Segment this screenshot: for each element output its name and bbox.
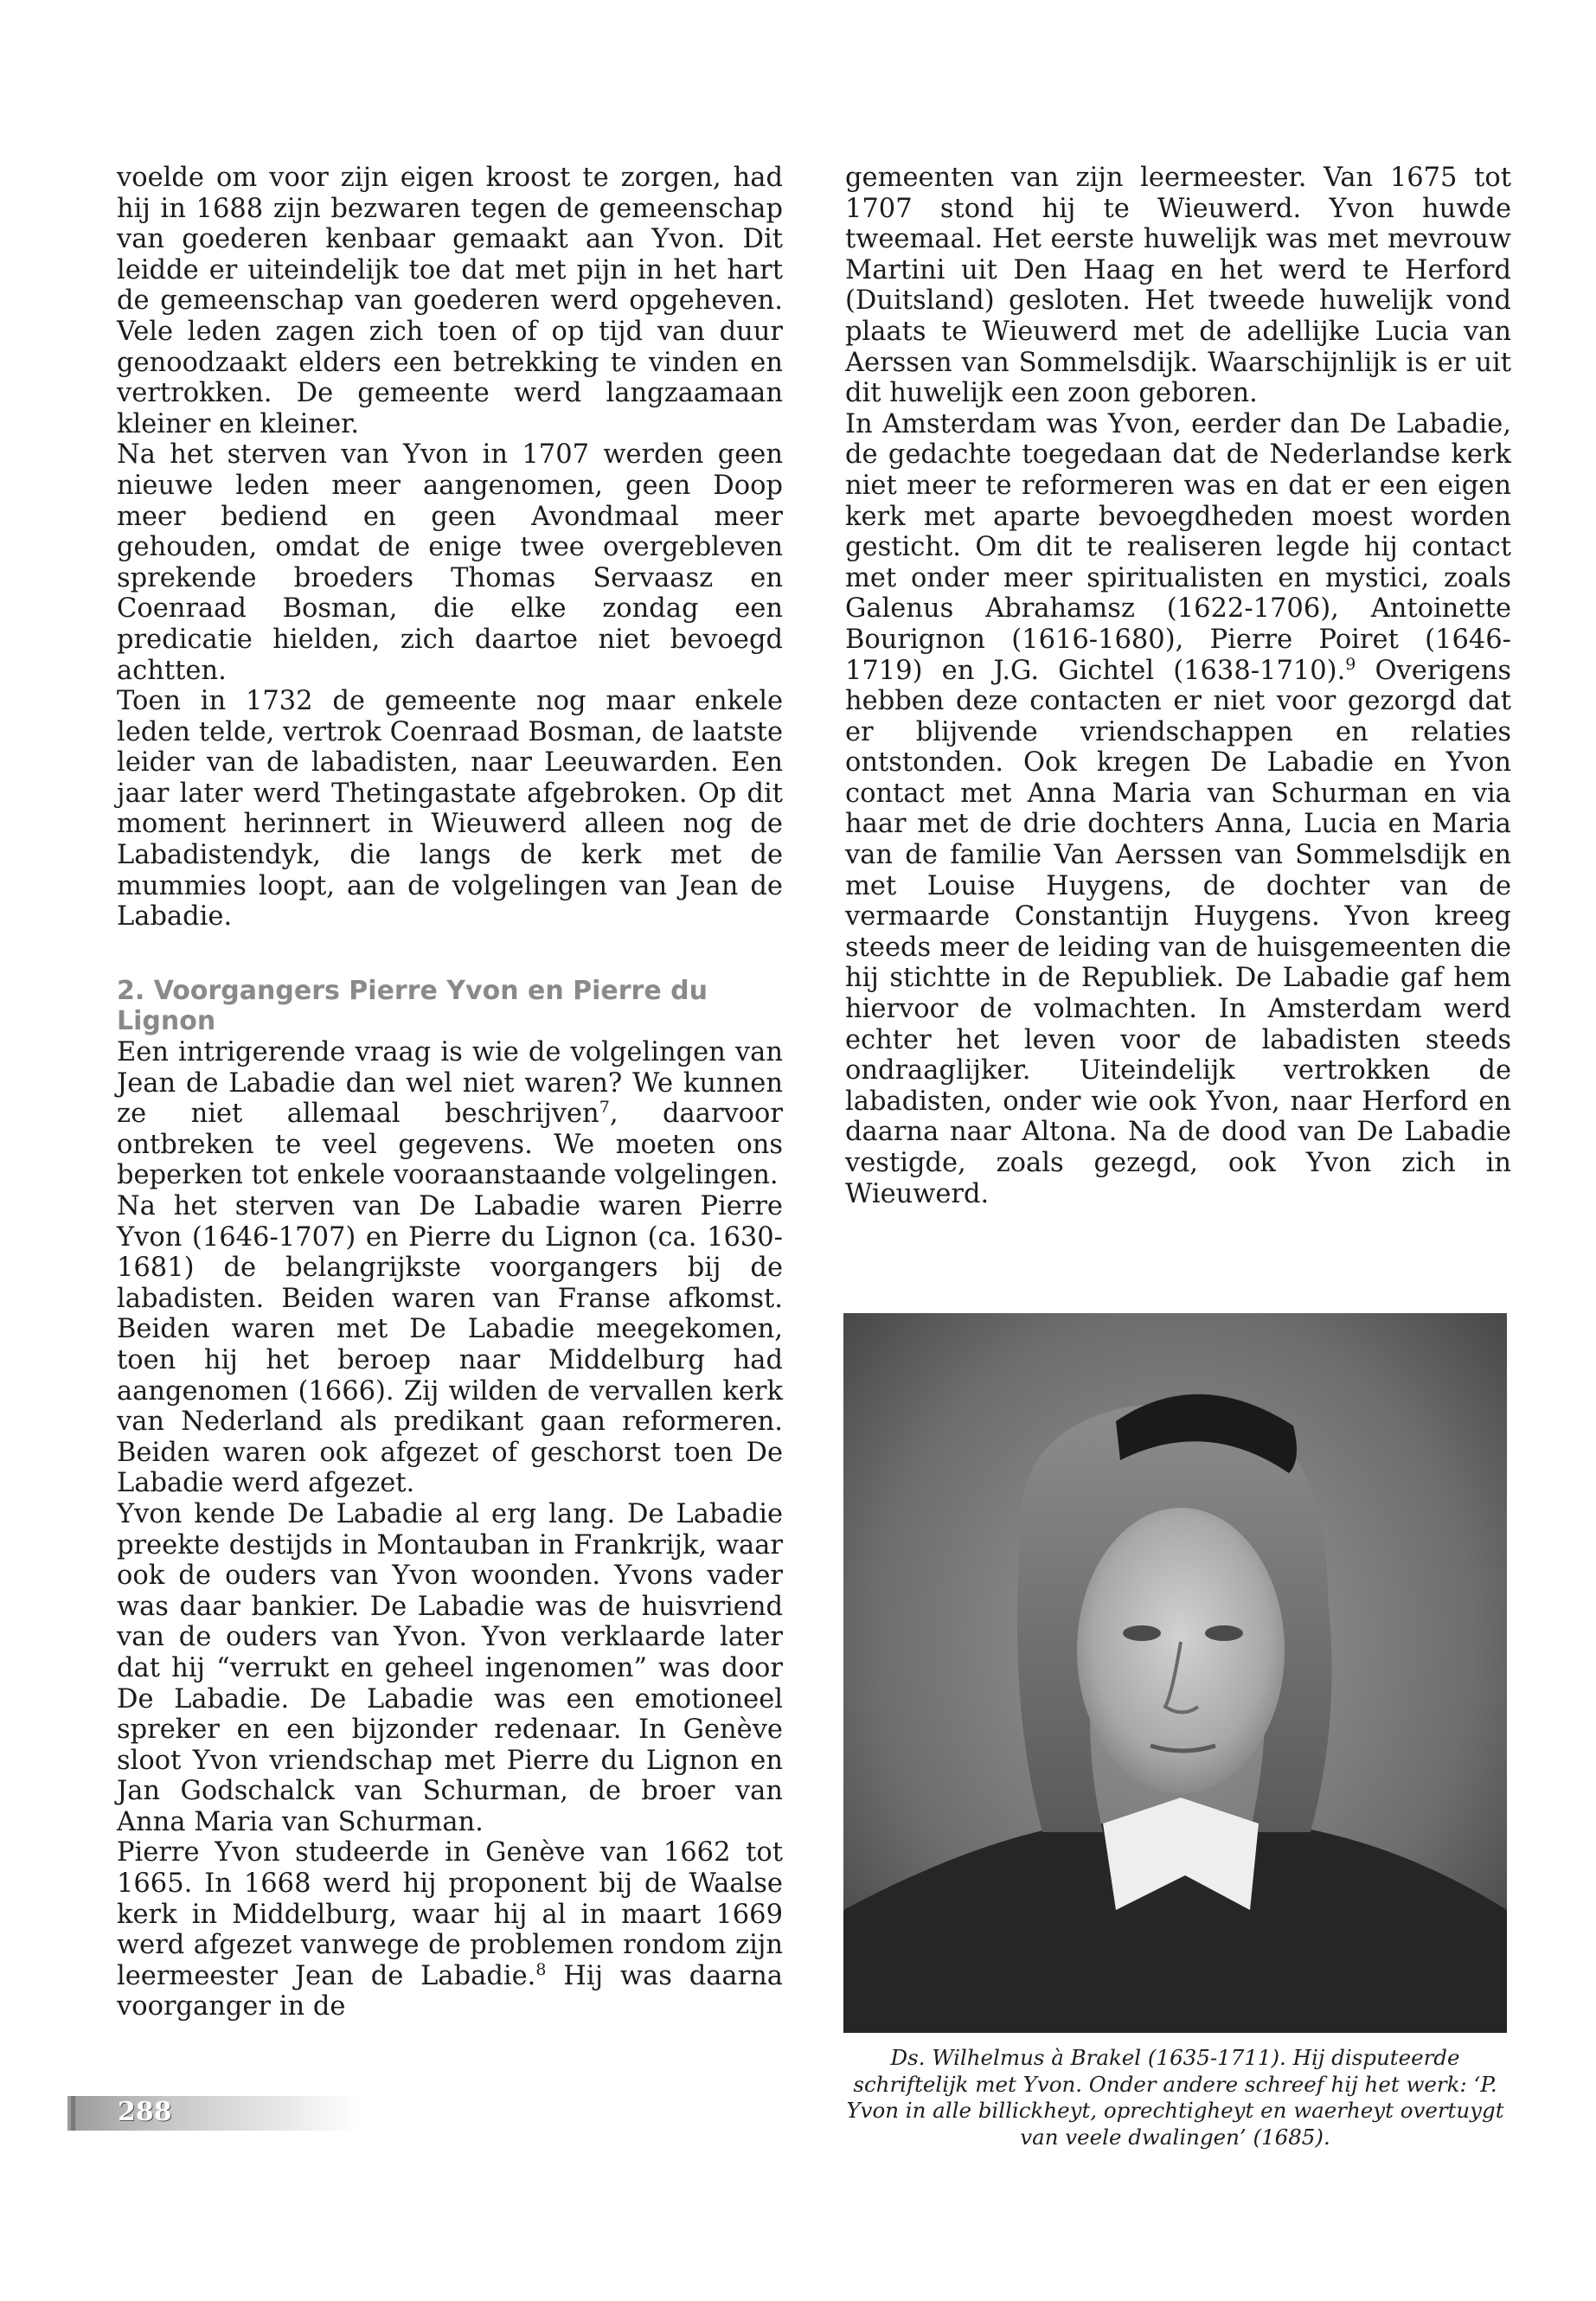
page-number: 288 bbox=[118, 2097, 172, 2127]
paragraph bbox=[117, 1037, 783, 1191]
text-run: , daarvoor ontbreken te veel gegevens. We moeten ons beperken tot enkele vooraanstaande volgelingen. bbox=[117, 1099, 783, 1191]
portrait-image bbox=[843, 1313, 1507, 2033]
footnote-ref: 7 bbox=[599, 1098, 610, 1118]
paragraph: Yvon kende De Labadie al erg lang. De Labadie preekte destijds in Montauban in Frankrijk, waar ook de ouders van Yvon woonden. Yvons vader was daar bankier. De Labadie was de huisvriend van de ouders van Yvon. Yvon verklaarde later dat hij “verrukt en geheel ingenomen” was door De Labadie. De Labadie was een emotioneel spreker en een bijzonder redenaar. In Genève sloot Yvon vriendschap met Pierre du Lignon en Jan Godschalck van Schurman, de broer van Anna Maria van Schurman. bbox=[117, 1498, 783, 1837]
paragraph bbox=[117, 1837, 783, 2022]
footnote-ref: 9 bbox=[1345, 654, 1356, 674]
paragraph: voelde om voor zijn eigen kroost te zorgen, had hij in 1688 zijn bezwaren tegen de gemeenschap van goederen kenbaar gemaakt aan Yvon. Dit leidde er uiteindelijk toe dat met pijn in het hart de gemeenschap van goederen werd opgeheven. Vele leden zagen zich toen of op tijd van duur genoodzaakt elders een betrekking te vinden en vertrokken. De gemeente werd langzaamaan kleiner en kleiner. bbox=[117, 163, 783, 439]
text-run: Een intrigerende vraag is wie de volgelingen van Jean de Labadie dan wel niet waren? We kunnen ze niet allemaal beschrijven bbox=[117, 1037, 783, 1130]
section-heading: 2. Voorgangers Pierre Yvon en Pierre du Lignon bbox=[117, 975, 708, 1037]
text-run: Hij was daarna voorganger in de bbox=[117, 1960, 783, 2022]
portrait-eye-left bbox=[1123, 1625, 1161, 1641]
paragraph: Na het sterven van Yvon in 1707 werden geen nieuwe leden meer aangenomen, geen Doop meer bediend en geen Avondmaal meer gehouden, omdat de enige twee overgebleven sprekende broeders Thomas Servaasz en Coenraad Bosman, die elke zondag een predicatie hielden, zich daartoe niet bevoegd achtten. bbox=[117, 439, 783, 686]
text-run: Overigens hebben deze contacten er niet voor gezorgd dat er blijvende vriendschappen en relaties ontstonden. Ook kregen De Labadie en Yvon contact met Anna Maria van Schurman en via haar met de drie dochters Anna, Lucia en Maria van de familie Van Aerssen van Sommelsdijk en met Louise Huygens, de dochter van de vermaarde Constantijn Huygens. Yvon kreeg steeds meer de leiding van de huisgemeenten die hij stichtte in de Republiek. De Labadie gaf hem hiervoor de volmachten. In Amsterdam werd echter het leven voor de labadisten steeds ondraaglijker. Uiteindelijk vertrokken de labadisten, onder wie ook Yvon, naar Herford en daarna naar Altona. Na de dood van De Labadie vestigde, zoals gezegd, ook Yvon zich in Wieuwerd. bbox=[845, 655, 1511, 1209]
paragraph bbox=[845, 409, 1511, 1209]
figure-caption: Ds. Wilhelmus à Brakel (1635-1711). Hij disputeerde schriftelijk met Yvon. Onder andere schreef hij het werk: ‘P. Yvon in alle billickheyt, oprechtigheyt en waerheyt overtuygt van veele dwalingen’ (1685). bbox=[846, 2045, 1504, 2150]
page-footer bbox=[67, 2096, 362, 2131]
left-column bbox=[117, 163, 783, 2022]
paragraph: gemeenten van zijn leermeester. Van 1675 tot 1707 stond hij te Wieuwerd. Yvon huwde tweemaal. Het eerste huwelijk was met mevrouw Martini uit Den Haag en het werd te Herford (Duitsland) gesloten. Het tweede huwelijk vond plaats te Wieuwerd met de adellijke Lucia van Aerssen van Sommelsdijk. Waarschijnlijk is er uit dit huwelijk een zoon geboren. bbox=[845, 163, 1511, 409]
footer-stripe bbox=[71, 2096, 75, 2131]
text-run: Pierre Yvon studeerde in Genève van 1662 tot 1665. In 1668 werd hij proponent bij de Waalse kerk in Middelburg, waar hij al in maart 1669 werd afgezet vanwege de problemen rondom zijn leermeester Jean de Labadie. bbox=[117, 1837, 783, 1991]
paragraph: Na het sterven van De Labadie waren Pierre Yvon (1646-1707) en Pierre du Lignon (ca. 1630-1681) de belangrijkste voorgangers bij de labadisten. Beiden waren van Franse afkomst. Beiden waren met De Labadie meegekomen, toen hij het beroep naar Middelburg had aangenomen (1666). Zij wilden de vervallen kerk van Nederland als predikant gaan reformeren. Beiden waren ook afgezet of geschorst toen De Labadie werd afgezet. bbox=[117, 1191, 783, 1499]
right-column bbox=[845, 163, 1511, 1209]
paragraph: Toen in 1732 de gemeente nog maar enkele leden telde, vertrok Coenraad Bosman, de laatste leider van de labadisten, naar Leeuwarden. Een jaar later werd Thetingastate afgebroken. Op dit moment herinnert in Wieuwerd alleen nog de Labadistendyk, die langs de kerk met de mummies loopt, aan de volgelingen van Jean de Labadie. bbox=[117, 686, 783, 933]
footnote-ref: 8 bbox=[535, 1959, 547, 1979]
portrait-eye-right bbox=[1205, 1625, 1243, 1641]
text-run: In Amsterdam was Yvon, eerder dan De Labadie, de gedachte toegedaan dat de Nederlandse kerk niet meer te reformeren was en dat er een eigen kerk met aparte bevoegdheden moest worden gesticht. Om dit te realiseren legde hij contact met onder meer spiritualisten en mystici, zoals Galenus Abrahamsz (1622-1706), Antoinette Bourignon (1616-1680), Pierre Poiret (1646-1719) en J.G. Gichtel (1638-1710). bbox=[845, 408, 1511, 686]
